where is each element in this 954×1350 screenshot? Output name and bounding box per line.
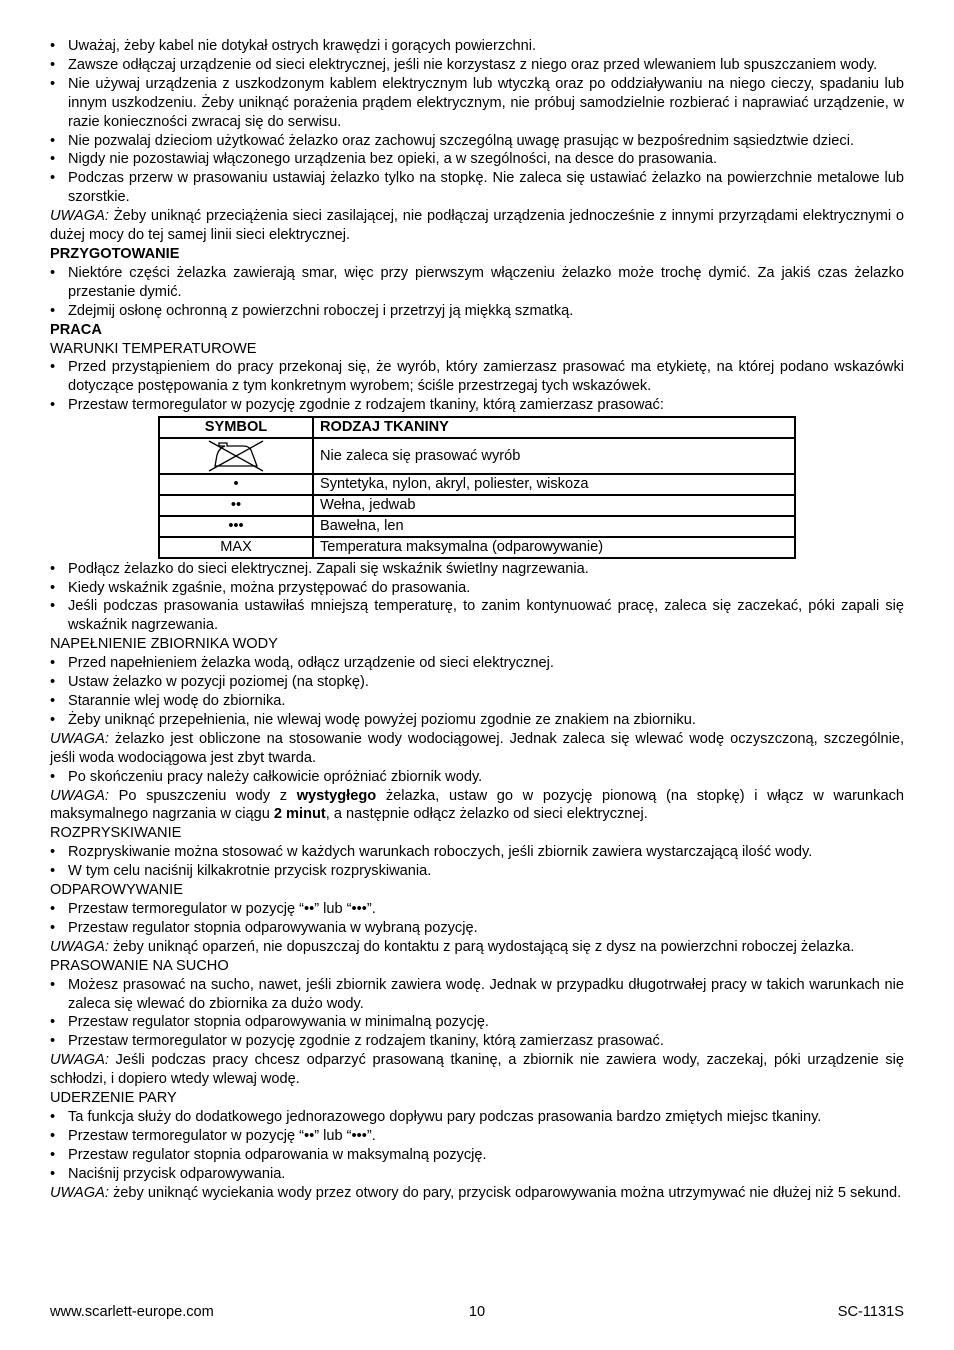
note-emphasis: wystygłego <box>296 787 377 804</box>
note-label: UWAGA: <box>50 1052 109 1069</box>
note-text: żelazka, ustaw go w pozycję pionową (na stopkę) i włącz w warunkach maksymalnego nagrzania w ciągu <box>50 787 904 823</box>
list-item-text: Przed przystąpieniem do pracy przekonaj się, że wyrób, który zamierzasz prasować ma etykietę, na której podano wskazówki dotyczące postępowania z tym konkretnym wyrobem; ściśle przestrzegaj tych wskazówek. <box>68 359 904 395</box>
table-row <box>159 516 795 537</box>
list-item-text: Niektóre części żelazka zawierają smar, więc przy pierwszym włączeniu żelazko może trochę dymić. Za jakiś czas żelazko przestanie dymić. <box>68 264 904 300</box>
list-item <box>50 768 904 787</box>
bullet-icon: • <box>50 598 56 615</box>
list-item <box>50 1127 904 1146</box>
table-row <box>159 537 795 558</box>
table-header-row <box>159 417 795 438</box>
bullet-icon: • <box>50 264 56 281</box>
section-heading: ODPAROWYWANIE <box>50 882 183 899</box>
bullet-icon: • <box>50 674 56 691</box>
note-text: Po spuszczeniu wody z <box>108 787 297 804</box>
note-paragraph <box>50 207 904 245</box>
footer-website: www.scarlett-europe.com <box>50 1304 214 1320</box>
list-item <box>50 862 904 881</box>
bullet-icon: • <box>50 38 56 54</box>
list-item-text: Jeśli podczas prasowania ustawiłaś mniejszą temperaturę, to zanim kontynuować pracę, zaleca się zaczekać, póki zapali się wskaźnik nagrzewania. <box>68 598 904 634</box>
fabric-type-cell: Syntetyka, nylon, akryl, poliester, wiskoza <box>313 474 795 495</box>
symbol-cell <box>159 438 313 474</box>
fabric-type-cell: Bawełna, len <box>313 516 795 537</box>
list-item-text: Podczas przerw w prasowaniu ustawiaj żelazko tylko na stopkę. Nie zaleca się ustawiać żelazko na powierzchnie metalowe lub szorstkie. <box>68 170 904 206</box>
list-item-text: Uważaj, żeby kabel nie dotykał ostrych krawędzi i gorących powierzchni. <box>68 38 537 54</box>
list-item <box>50 56 904 75</box>
symbol-cell: • <box>159 474 313 495</box>
section-heading: PRACA <box>50 321 102 338</box>
bullet-icon: • <box>50 56 56 73</box>
note-paragraph <box>50 787 904 825</box>
fabric-type-cell: Wełna, jedwab <box>313 495 795 516</box>
page-footer <box>50 1304 904 1324</box>
bullet-icon: • <box>50 1146 56 1163</box>
list-item-text: Rozpryskiwanie można stosować w każdych warunkach roboczych, jeśli zbiornik zawiera wystarczającą ilość wody. <box>68 844 813 861</box>
bullet-icon: • <box>50 1033 56 1050</box>
note-paragraph <box>50 938 904 957</box>
list-item <box>50 169 904 207</box>
bullet-icon: • <box>50 768 56 785</box>
bullet-icon: • <box>50 711 56 728</box>
section-heading: UDERZENIE PARY <box>50 1090 177 1107</box>
table-row <box>159 495 795 516</box>
list-item-text: Nie używaj urządzenia z uszkodzonym kablem elektrycznym lub wtyczką oraz po oddziaływaniu na niego cieczy, spadaniu lub innym uszkodzeniu. Żeby uniknąć porażenia prądem elektrycznym, nie próbuj samodzielnie rozbierać i naprawiać urządzenie, w razie konieczności zwracaj się do serwisu. <box>68 75 904 130</box>
section-heading: ROZPRYSKIWANIE <box>50 825 182 842</box>
list-item-text: Żeby uniknąć przepełnienia, nie wlewaj wodę powyżej poziomu zgodnie ze znakiem na zbiorniku. <box>68 711 696 728</box>
list-item-text: Przed napełnieniem żelazka wodą, odłącz urządzenie od sieci elektrycznej. <box>68 655 554 672</box>
bullet-icon: • <box>50 302 56 319</box>
list-item <box>50 560 904 579</box>
list-item <box>50 692 904 711</box>
note-label: UWAGA: <box>50 1184 109 1201</box>
list-item-text: Ta funkcja służy do dodatkowego jednorazowego dopływu pary podczas prasowania bardzo zmiętych miejsc tkaniny. <box>68 1108 822 1125</box>
bullet-icon: • <box>50 976 56 993</box>
bullet-icon: • <box>50 1014 56 1031</box>
bullet-icon: • <box>50 900 56 917</box>
note-text: , a następnie odłącz żelazko od sieci elektrycznej. <box>325 806 648 823</box>
list-item <box>50 150 904 169</box>
list-item-text: Zawsze odłączaj urządzenie od sieci elektrycznej, jeśli nie korzystasz z niego oraz przed wlewaniem lub spuszczaniem wody. <box>68 56 878 73</box>
bullet-icon: • <box>50 397 56 414</box>
list-item <box>50 1165 904 1184</box>
list-item-text: Ustaw żelazko w pozycji poziomej (na stopkę). <box>68 674 369 691</box>
bullet-icon: • <box>50 75 56 92</box>
bullet-icon: • <box>50 359 56 376</box>
note-label: UWAGA: <box>50 938 109 955</box>
note-label: UWAGA: <box>50 787 109 804</box>
fabric-symbol-table <box>158 416 796 559</box>
note-text: Jeśli podczas pracy chcesz odparzyć prasowaną tkaninę, a zbiornik nie zawiera wody, zaczekaj, póki urządzenie się schłodzi, i dopiero wtedy wlewaj wodę. <box>50 1052 904 1088</box>
bullet-icon: • <box>50 1165 56 1182</box>
table-header-cell: RODZAJ TKANINY <box>313 417 795 438</box>
section-heading: PRASOWANIE NA SUCHO <box>50 957 229 974</box>
list-item-text: Nie pozwalaj dzieciom użytkować żelazko oraz zachowuj szczególną uwagę prasując w bezpośrednim sąsiedztwie dzieci. <box>68 132 855 149</box>
section-heading: WARUNKI TEMPERATUROWE <box>50 340 257 357</box>
footer-page-number: 10 <box>468 1304 486 1320</box>
note-paragraph <box>50 1051 904 1089</box>
section-heading: PRZYGOTOWANIE <box>50 245 180 262</box>
list-item <box>50 579 904 598</box>
list-item <box>50 1032 904 1051</box>
list-item-text: Przestaw regulator stopnia odparowywania w wybraną pozycję. <box>68 919 478 936</box>
list-item-text: W tym celu naciśnij kilkakrotnie przycisk rozpryskiwania. <box>68 863 432 880</box>
symbol-cell: •• <box>159 495 313 516</box>
note-label: UWAGA: <box>50 730 109 747</box>
crossed-iron-icon <box>166 439 306 473</box>
list-item-text: Starannie wlej wodę do zbiornika. <box>68 693 286 709</box>
bullet-icon: • <box>50 579 56 596</box>
bullet-icon: • <box>50 693 56 709</box>
note-label: UWAGA: <box>50 208 109 225</box>
fabric-type-cell: Nie zaleca się prasować wyrób <box>313 438 795 474</box>
note-paragraph <box>50 1184 904 1203</box>
list-item <box>50 1108 904 1127</box>
list-item <box>50 264 904 302</box>
bullet-icon: • <box>50 655 56 672</box>
bullet-icon: • <box>50 132 56 149</box>
list-item <box>50 711 904 730</box>
list-item <box>50 673 904 692</box>
list-item <box>50 1013 904 1032</box>
list-item <box>50 976 904 1014</box>
list-item-text: Przestaw regulator stopnia odparowywania w minimalną pozycję. <box>68 1014 489 1031</box>
list-item-text: Naciśnij przycisk odparowywania. <box>68 1165 286 1182</box>
bullet-icon: • <box>50 170 56 187</box>
bullet-icon: • <box>50 844 56 861</box>
list-item-text: Po skończeniu pracy należy całkowicie opróżniać zbiornik wody. <box>68 768 483 785</box>
list-item <box>50 37 904 56</box>
list-item-text: Zdejmij osłonę ochronną z powierzchni roboczej i przetrzyj ją miękką szmatką. <box>68 302 574 319</box>
list-item-text: Kiedy wskaźnik zgaśnie, można przystępować do prasowania. <box>68 579 471 596</box>
symbol-cell: MAX <box>159 537 313 558</box>
note-paragraph <box>50 730 904 768</box>
list-item <box>50 1146 904 1165</box>
bullet-icon: • <box>50 1127 56 1144</box>
footer-model: SC-1131S <box>837 1304 904 1320</box>
list-item <box>50 654 904 673</box>
list-item-text: Przestaw termoregulator w pozycję “••” lub “•••”. <box>68 900 376 917</box>
list-item <box>50 358 904 396</box>
section-heading: NAPEŁNIENIE ZBIORNIKA WODY <box>50 636 278 653</box>
list-item <box>50 396 904 415</box>
list-item-text: Możesz prasować na sucho, nawet, jeśli zbiornik zawiera wodę. Jednak w przypadku długotrwałej pracy w takich warunkach nie zaleca się wlewać do zbiornika za dużo wody. <box>68 976 904 1012</box>
list-item-text: Podłącz żelazko do sieci elektrycznej. Zapali się wskaźnik świetlny nagrzewania. <box>68 560 589 577</box>
table-header-cell: SYMBOL <box>159 417 313 438</box>
fabric-type-cell: Temperatura maksymalna (odparowywanie) <box>313 537 795 558</box>
note-text: żelazko jest obliczone na stosowanie wody wodociągowej. Jednak zaleca się wlewać wodę oczyszczoną, szczególnie, jeśli woda wodociągowa jest zbyt twarda. <box>50 730 904 766</box>
list-item-text: Nigdy nie pozostawiaj włączonego urządzenia bez opieki, a w szególności, na desce do prasowania. <box>68 151 717 168</box>
list-item-text: Przestaw termoregulator w pozycję zgodnie z rodzajem tkaniny, którą zamierzasz prasować: <box>68 397 664 414</box>
list-item <box>50 75 904 132</box>
note-text: żeby uniknąć wyciekania wody przez otwory do pary, przycisk odparowywania można utrzymywać nie dłużej niż 5 sekund. <box>108 1184 902 1201</box>
list-item-text: Przestaw termoregulator w pozycję zgodnie z rodzajem tkaniny, którą zamierzasz prasować. <box>68 1033 664 1050</box>
list-item <box>50 302 904 321</box>
table-row <box>159 438 795 474</box>
list-item <box>50 132 904 151</box>
note-emphasis: 2 minut <box>273 806 326 823</box>
bullet-icon: • <box>50 151 56 168</box>
bullet-icon: • <box>50 1108 56 1125</box>
symbol-cell: ••• <box>159 516 313 537</box>
list-item <box>50 843 904 862</box>
list-item <box>50 900 904 919</box>
bullet-icon: • <box>50 863 56 880</box>
list-item-text: Przestaw termoregulator w pozycję “••” lub “•••”. <box>68 1127 376 1144</box>
list-item-text: Przestaw regulator stopnia odparowania w maksymalną pozycję. <box>68 1146 487 1163</box>
bullet-icon: • <box>50 919 56 936</box>
note-text: żeby uniknąć oparzeń, nie dopuszczaj do kontaktu z parą wydostającą się z dysz na powierzchni roboczej żelazka. <box>108 938 855 955</box>
list-item <box>50 597 904 635</box>
table-row <box>159 474 795 495</box>
document-body <box>50 37 904 1202</box>
bullet-icon: • <box>50 560 56 577</box>
list-item <box>50 919 904 938</box>
note-text: Żeby uniknąć przeciążenia sieci zasilającej, nie podłączaj urządzenia jednocześnie z innymi przyrządami elektrycznymi o dużej mocy do tej samej linii sieci elektrycznej. <box>50 208 904 244</box>
